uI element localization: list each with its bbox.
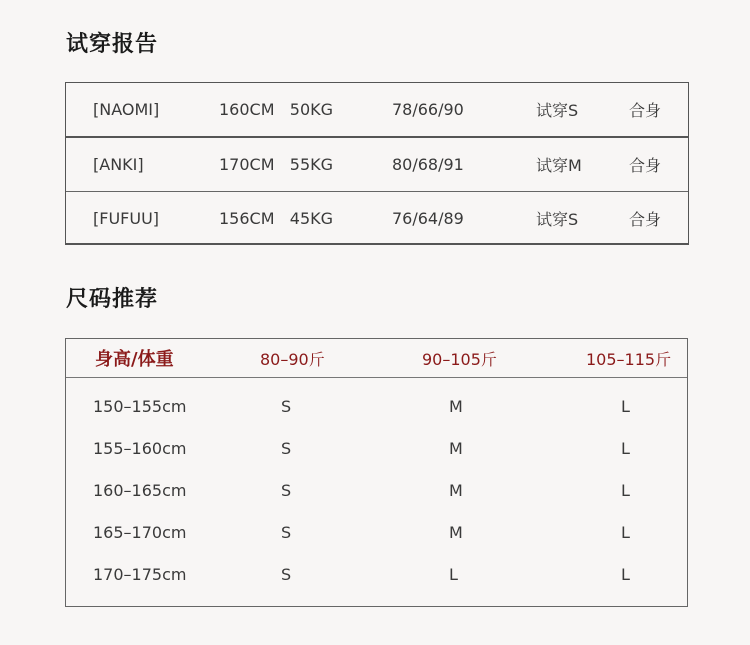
model-size-tried: 试穿M [536,156,582,175]
size-value: L [621,564,630,584]
height-range: 160–165cm [93,480,187,500]
model-measurements: 78/66/90 [392,100,464,119]
model-fit: 合身 [629,156,662,175]
size-table-body [66,378,687,595]
size-table-row [66,385,687,427]
size-table-row [66,427,687,469]
height-range: 155–160cm [93,438,187,458]
size-value: L [621,480,630,500]
size-table-header [66,339,687,378]
size-value: M [449,396,463,416]
model-fit: 合身 [629,101,662,120]
model-size-tried: 试穿S [536,210,579,229]
size-value: S [281,522,292,542]
model-name: [NAOMI] [93,100,160,119]
model-name: [ANKI] [93,155,144,174]
model-measurements: 80/68/91 [392,155,464,174]
size-value: L [621,438,630,458]
model-height-weight: 170CM 55KG [219,155,334,174]
size-table-row [66,469,687,511]
model-name: [FUFUU] [93,209,160,228]
size-recommendation-title: 尺码推荐 [66,287,159,312]
header-weight-range: 90–105斤 [422,349,497,369]
fit-report-row [66,192,688,245]
size-table-row [66,511,687,553]
header-height-weight-label: 身高/体重 [95,349,174,370]
height-range: 165–170cm [93,522,187,542]
height-range: 150–155cm [93,396,187,416]
size-value: S [281,396,292,416]
model-measurements: 76/64/89 [392,209,464,228]
model-size-tried: 试穿S [536,101,579,120]
header-weight-range: 80–90斤 [260,349,325,369]
model-height-weight: 156CM 45KG [219,209,334,228]
model-height-weight: 160CM 50KG [219,100,334,119]
fit-report-table [65,82,689,245]
size-table-row [66,553,687,595]
size-value: M [449,438,463,458]
size-value: S [281,438,292,458]
height-range: 170–175cm [93,564,187,584]
fit-report-title: 试穿报告 [66,32,159,57]
size-value: S [281,480,292,500]
size-value: M [449,480,463,500]
size-value: L [449,564,458,584]
size-value: S [281,564,292,584]
size-value: M [449,522,463,542]
size-value: L [621,396,630,416]
size-value: L [621,522,630,542]
fit-report-row [66,83,688,138]
header-weight-range: 105–115斤 [586,349,672,369]
fit-report-row [66,138,688,192]
model-fit: 合身 [629,210,662,229]
size-recommendation-table [65,338,688,607]
